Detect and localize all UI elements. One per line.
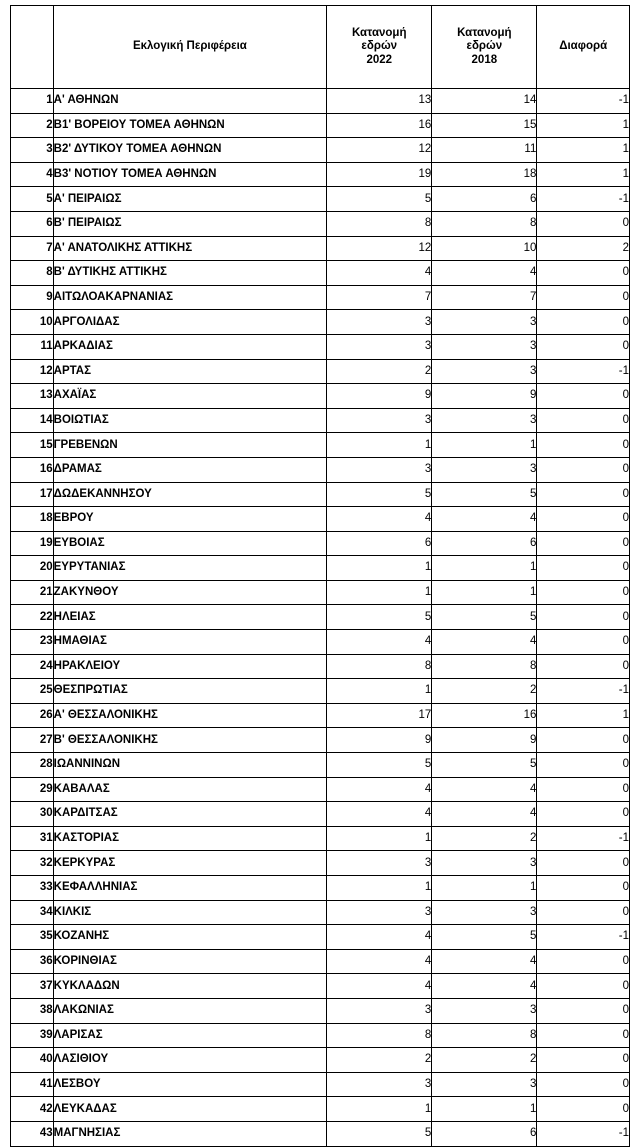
- table-row: [11, 1048, 630, 1073]
- row-difference: 0: [537, 1072, 630, 1097]
- header-seats-2022-line2: εδρών: [361, 40, 398, 53]
- row-index: 20: [11, 556, 54, 581]
- row-difference: 0: [537, 605, 630, 630]
- row-index: 27: [11, 728, 54, 753]
- row-difference: 1: [537, 113, 630, 138]
- row-difference: 0: [537, 876, 630, 901]
- row-region: ΕΥΒΟΙΑΣ: [53, 531, 327, 556]
- row-region: ΑΧΑΪΑΣ: [53, 384, 327, 409]
- row-difference: -1: [537, 679, 630, 704]
- row-region: ΛΑΡΙΣΑΣ: [53, 1023, 327, 1048]
- row-seats-2018: 4: [432, 507, 537, 532]
- row-region: ΔΡΑΜΑΣ: [53, 457, 327, 482]
- row-seats-2018: 6: [432, 1121, 537, 1146]
- row-seats-2022: 4: [327, 777, 432, 802]
- row-seats-2018: 5: [432, 753, 537, 778]
- table-row: [11, 236, 630, 261]
- table-row: [11, 408, 630, 433]
- row-index: 23: [11, 630, 54, 655]
- row-seats-2022: 2: [327, 359, 432, 384]
- row-region: ΚΟΡΙΝΘΙΑΣ: [53, 949, 327, 974]
- row-region: Α' ΠΕΙΡΑΙΩΣ: [53, 187, 327, 212]
- row-difference: 0: [537, 334, 630, 359]
- row-seats-2022: 3: [327, 851, 432, 876]
- table-row: [11, 974, 630, 999]
- row-seats-2022: 8: [327, 1023, 432, 1048]
- row-difference: 0: [537, 507, 630, 532]
- row-index: 32: [11, 851, 54, 876]
- table-row: [11, 998, 630, 1023]
- row-difference: -1: [537, 359, 630, 384]
- table-row: [11, 605, 630, 630]
- table-row: [11, 457, 630, 482]
- row-seats-2022: 17: [327, 703, 432, 728]
- row-seats-2018: 15: [432, 113, 537, 138]
- row-difference: -1: [537, 89, 630, 114]
- table-row: [11, 900, 630, 925]
- table-row: [11, 654, 630, 679]
- row-seats-2018: 2: [432, 826, 537, 851]
- header-seats-2018: [432, 6, 537, 89]
- row-seats-2022: 7: [327, 285, 432, 310]
- row-index: 40: [11, 1048, 54, 1073]
- row-seats-2018: 4: [432, 630, 537, 655]
- row-region: ΚΑΡΔΙΤΣΑΣ: [53, 802, 327, 827]
- row-seats-2018: 11: [432, 138, 537, 163]
- table-row: [11, 531, 630, 556]
- row-difference: 0: [537, 949, 630, 974]
- row-region: ΑΙΤΩΛΟΑΚΑΡΝΑΝΙΑΣ: [53, 285, 327, 310]
- row-index: 29: [11, 777, 54, 802]
- row-region: ΑΡΓΟΛΙΔΑΣ: [53, 310, 327, 335]
- row-difference: 0: [537, 457, 630, 482]
- row-region: ΔΩΔΕΚΑΝΝΗΣΟΥ: [53, 482, 327, 507]
- header-seats-2018-line1: Κατανομή: [457, 27, 512, 40]
- table-row: [11, 777, 630, 802]
- header-row: [11, 6, 630, 89]
- table-row: [11, 433, 630, 458]
- row-region: Β3' ΝΟΤΙΟΥ ΤΟΜΕΑ ΑΘΗΝΩΝ: [53, 162, 327, 187]
- row-seats-2022: 16: [327, 113, 432, 138]
- row-seats-2022: 3: [327, 457, 432, 482]
- row-index: 10: [11, 310, 54, 335]
- row-index: 2: [11, 113, 54, 138]
- row-index: 42: [11, 1097, 54, 1122]
- row-seats-2022: 5: [327, 187, 432, 212]
- row-difference: 0: [537, 753, 630, 778]
- row-index: 39: [11, 1023, 54, 1048]
- row-seats-2018: 3: [432, 408, 537, 433]
- row-difference: 0: [537, 261, 630, 286]
- table-row: [11, 384, 630, 409]
- row-difference: 0: [537, 998, 630, 1023]
- row-seats-2018: 5: [432, 605, 537, 630]
- row-seats-2018: 3: [432, 310, 537, 335]
- table-row: [11, 802, 630, 827]
- table-row: [11, 679, 630, 704]
- table-row: [11, 580, 630, 605]
- row-index: 34: [11, 900, 54, 925]
- row-difference: 1: [537, 138, 630, 163]
- row-seats-2022: 1: [327, 1097, 432, 1122]
- row-region: ΚΕΡΚΥΡΑΣ: [53, 851, 327, 876]
- row-seats-2022: 5: [327, 753, 432, 778]
- row-region: ΙΩΑΝΝΙΝΩΝ: [53, 753, 327, 778]
- table-row: [11, 113, 630, 138]
- row-difference: 0: [537, 285, 630, 310]
- row-seats-2018: 14: [432, 89, 537, 114]
- table-header: [11, 6, 630, 89]
- header-seats-2022: [327, 6, 432, 89]
- row-index: 41: [11, 1072, 54, 1097]
- row-index: 26: [11, 703, 54, 728]
- row-seats-2018: 8: [432, 1023, 537, 1048]
- row-index: 8: [11, 261, 54, 286]
- row-seats-2018: 1: [432, 580, 537, 605]
- row-seats-2022: 5: [327, 605, 432, 630]
- table-row: [11, 138, 630, 163]
- table-row: [11, 925, 630, 950]
- row-seats-2018: 1: [432, 556, 537, 581]
- header-seats-2018-line2: εδρών: [466, 40, 503, 53]
- row-region: ΕΒΡΟΥ: [53, 507, 327, 532]
- row-region: ΗΛΕΙΑΣ: [53, 605, 327, 630]
- row-difference: 0: [537, 1048, 630, 1073]
- table-row: [11, 89, 630, 114]
- row-region: ΛΕΣΒΟΥ: [53, 1072, 327, 1097]
- header-seats-2022-line3: 2022: [366, 53, 393, 66]
- row-region: ΛΑΚΩΝΙΑΣ: [53, 998, 327, 1023]
- row-seats-2018: 3: [432, 900, 537, 925]
- row-region: Α' ΑΝΑΤΟΛΙΚΗΣ ΑΤΤΙΚΗΣ: [53, 236, 327, 261]
- row-seats-2018: 5: [432, 482, 537, 507]
- row-index: 25: [11, 679, 54, 704]
- row-difference: 0: [537, 1097, 630, 1122]
- row-seats-2022: 4: [327, 974, 432, 999]
- row-region: ΚΟΖΑΝΗΣ: [53, 925, 327, 950]
- row-seats-2018: 4: [432, 974, 537, 999]
- row-difference: -1: [537, 187, 630, 212]
- row-seats-2018: 1: [432, 433, 537, 458]
- row-index: 19: [11, 531, 54, 556]
- row-seats-2018: 8: [432, 654, 537, 679]
- table-row: [11, 753, 630, 778]
- table-row: [11, 1097, 630, 1122]
- table-row: [11, 261, 630, 286]
- row-seats-2022: 19: [327, 162, 432, 187]
- row-index: 4: [11, 162, 54, 187]
- row-difference: 0: [537, 630, 630, 655]
- table-body: [11, 89, 630, 1147]
- row-difference: 0: [537, 900, 630, 925]
- table-row: [11, 728, 630, 753]
- row-seats-2022: 1: [327, 826, 432, 851]
- row-region: ΗΜΑΘΙΑΣ: [53, 630, 327, 655]
- row-index: 16: [11, 457, 54, 482]
- table-row: [11, 507, 630, 532]
- row-seats-2022: 2: [327, 1048, 432, 1073]
- row-region: ΚΑΣΤΟΡΙΑΣ: [53, 826, 327, 851]
- row-seats-2022: 4: [327, 925, 432, 950]
- row-region: ΖΑΚΥΝΘΟΥ: [53, 580, 327, 605]
- row-seats-2022: 9: [327, 728, 432, 753]
- row-difference: 0: [537, 310, 630, 335]
- row-seats-2018: 6: [432, 187, 537, 212]
- row-difference: 0: [537, 654, 630, 679]
- seat-allocation-table: [10, 5, 630, 1147]
- row-region: ΚΑΒΑΛΑΣ: [53, 777, 327, 802]
- row-index: 37: [11, 974, 54, 999]
- table-row: [11, 162, 630, 187]
- row-region: ΑΡΚΑΔΙΑΣ: [53, 334, 327, 359]
- table-row: [11, 630, 630, 655]
- row-difference: 1: [537, 162, 630, 187]
- header-seats-2022-line1: Κατανομή: [352, 27, 407, 40]
- table-row: [11, 1072, 630, 1097]
- row-seats-2022: 8: [327, 654, 432, 679]
- row-index: 5: [11, 187, 54, 212]
- row-index: 18: [11, 507, 54, 532]
- row-seats-2022: 3: [327, 1072, 432, 1097]
- row-seats-2018: 10: [432, 236, 537, 261]
- row-seats-2018: 1: [432, 876, 537, 901]
- row-seats-2018: 9: [432, 728, 537, 753]
- table-row: [11, 187, 630, 212]
- row-region: Β' ΔΥΤΙΚΗΣ ΑΤΤΙΚΗΣ: [53, 261, 327, 286]
- row-seats-2018: 18: [432, 162, 537, 187]
- table-row: [11, 359, 630, 384]
- row-difference: 0: [537, 531, 630, 556]
- row-seats-2022: 1: [327, 876, 432, 901]
- row-seats-2018: 2: [432, 1048, 537, 1073]
- row-seats-2022: 1: [327, 556, 432, 581]
- row-region: Β' ΘΕΣΣΑΛΟΝΙΚΗΣ: [53, 728, 327, 753]
- row-index: 38: [11, 998, 54, 1023]
- row-difference: 0: [537, 802, 630, 827]
- row-index: 15: [11, 433, 54, 458]
- row-region: ΒΟΙΩΤΙΑΣ: [53, 408, 327, 433]
- header-index: [11, 6, 54, 89]
- row-difference: 2: [537, 236, 630, 261]
- header-region: Εκλογική Περιφέρεια: [53, 6, 327, 89]
- row-region: ΜΑΓΝΗΣΙΑΣ: [53, 1121, 327, 1146]
- row-index: 12: [11, 359, 54, 384]
- row-difference: 0: [537, 580, 630, 605]
- table-row: [11, 826, 630, 851]
- row-seats-2022: 1: [327, 580, 432, 605]
- row-region: ΗΡΑΚΛΕΙΟΥ: [53, 654, 327, 679]
- table-row: [11, 949, 630, 974]
- row-seats-2022: 3: [327, 334, 432, 359]
- row-region: ΕΥΡΥΤΑΝΙΑΣ: [53, 556, 327, 581]
- row-region: ΚΕΦΑΛΛΗΝΙΑΣ: [53, 876, 327, 901]
- row-difference: 0: [537, 408, 630, 433]
- row-seats-2022: 4: [327, 630, 432, 655]
- row-index: 30: [11, 802, 54, 827]
- row-seats-2018: 7: [432, 285, 537, 310]
- table-row: [11, 211, 630, 236]
- row-seats-2018: 3: [432, 359, 537, 384]
- row-seats-2022: 4: [327, 261, 432, 286]
- row-region: Α' ΑΘΗΝΩΝ: [53, 89, 327, 114]
- table-row: [11, 1121, 630, 1146]
- table-row: [11, 285, 630, 310]
- header-seats-2018-line3: 2018: [471, 53, 498, 66]
- row-index: 35: [11, 925, 54, 950]
- row-seats-2022: 12: [327, 138, 432, 163]
- row-seats-2022: 3: [327, 900, 432, 925]
- table-row: [11, 851, 630, 876]
- row-difference: 0: [537, 556, 630, 581]
- row-index: 7: [11, 236, 54, 261]
- row-seats-2018: 3: [432, 334, 537, 359]
- row-region: Β1' ΒΟΡΕΙΟΥ ΤΟΜΕΑ ΑΘΗΝΩΝ: [53, 113, 327, 138]
- row-difference: -1: [537, 826, 630, 851]
- row-difference: 1: [537, 703, 630, 728]
- row-index: 31: [11, 826, 54, 851]
- row-seats-2022: 5: [327, 1121, 432, 1146]
- row-seats-2022: 8: [327, 211, 432, 236]
- row-seats-2018: 4: [432, 261, 537, 286]
- row-seats-2018: 3: [432, 1072, 537, 1097]
- row-index: 22: [11, 605, 54, 630]
- row-region: ΑΡΤΑΣ: [53, 359, 327, 384]
- table-row: [11, 556, 630, 581]
- row-seats-2022: 3: [327, 408, 432, 433]
- row-index: 14: [11, 408, 54, 433]
- row-difference: 0: [537, 777, 630, 802]
- row-difference: 0: [537, 851, 630, 876]
- row-region: ΓΡΕΒΕΝΩΝ: [53, 433, 327, 458]
- row-region: Β' ΠΕΙΡΑΙΩΣ: [53, 211, 327, 236]
- row-region: Β2' ΔΥΤΙΚΟΥ ΤΟΜΕΑ ΑΘΗΝΩΝ: [53, 138, 327, 163]
- row-seats-2022: 6: [327, 531, 432, 556]
- row-seats-2022: 13: [327, 89, 432, 114]
- row-seats-2018: 3: [432, 457, 537, 482]
- row-difference: 0: [537, 1023, 630, 1048]
- table-row: [11, 334, 630, 359]
- row-region: Α' ΘΕΣΣΑΛΟΝΙΚΗΣ: [53, 703, 327, 728]
- row-seats-2018: 1: [432, 1097, 537, 1122]
- row-seats-2018: 16: [432, 703, 537, 728]
- row-seats-2022: 5: [327, 482, 432, 507]
- row-index: 1: [11, 89, 54, 114]
- row-difference: -1: [537, 1121, 630, 1146]
- row-seats-2018: 3: [432, 851, 537, 876]
- row-difference: 0: [537, 433, 630, 458]
- row-seats-2018: 8: [432, 211, 537, 236]
- row-index: 13: [11, 384, 54, 409]
- row-difference: 0: [537, 974, 630, 999]
- row-index: 28: [11, 753, 54, 778]
- table-row: [11, 310, 630, 335]
- row-difference: -1: [537, 925, 630, 950]
- row-region: ΚΙΛΚΙΣ: [53, 900, 327, 925]
- row-seats-2022: 3: [327, 998, 432, 1023]
- row-seats-2022: 12: [327, 236, 432, 261]
- row-index: 3: [11, 138, 54, 163]
- table-row: [11, 876, 630, 901]
- table-row: [11, 703, 630, 728]
- row-index: 11: [11, 334, 54, 359]
- row-seats-2022: 4: [327, 802, 432, 827]
- table-row: [11, 482, 630, 507]
- row-region: ΚΥΚΛΑΔΩΝ: [53, 974, 327, 999]
- row-index: 17: [11, 482, 54, 507]
- row-difference: 0: [537, 211, 630, 236]
- row-seats-2022: 3: [327, 310, 432, 335]
- row-seats-2018: 4: [432, 777, 537, 802]
- row-index: 24: [11, 654, 54, 679]
- row-seats-2022: 9: [327, 384, 432, 409]
- row-seats-2018: 2: [432, 679, 537, 704]
- row-seats-2022: 4: [327, 507, 432, 532]
- table-row: [11, 1023, 630, 1048]
- row-index: 33: [11, 876, 54, 901]
- row-seats-2018: 4: [432, 802, 537, 827]
- row-region: ΛΕΥΚΑΔΑΣ: [53, 1097, 327, 1122]
- row-seats-2018: 6: [432, 531, 537, 556]
- row-index: 6: [11, 211, 54, 236]
- row-seats-2018: 5: [432, 925, 537, 950]
- row-region: ΘΕΣΠΡΩΤΙΑΣ: [53, 679, 327, 704]
- row-region: ΛΑΣΙΘΙΟΥ: [53, 1048, 327, 1073]
- row-seats-2018: 9: [432, 384, 537, 409]
- row-difference: 0: [537, 728, 630, 753]
- row-seats-2022: 4: [327, 949, 432, 974]
- row-difference: 0: [537, 384, 630, 409]
- row-seats-2018: 3: [432, 998, 537, 1023]
- row-index: 36: [11, 949, 54, 974]
- row-difference: 0: [537, 482, 630, 507]
- row-index: 9: [11, 285, 54, 310]
- row-seats-2018: 4: [432, 949, 537, 974]
- row-seats-2022: 1: [327, 679, 432, 704]
- header-difference: Διαφορά: [537, 6, 630, 89]
- row-seats-2022: 1: [327, 433, 432, 458]
- row-index: 21: [11, 580, 54, 605]
- row-index: 43: [11, 1121, 54, 1146]
